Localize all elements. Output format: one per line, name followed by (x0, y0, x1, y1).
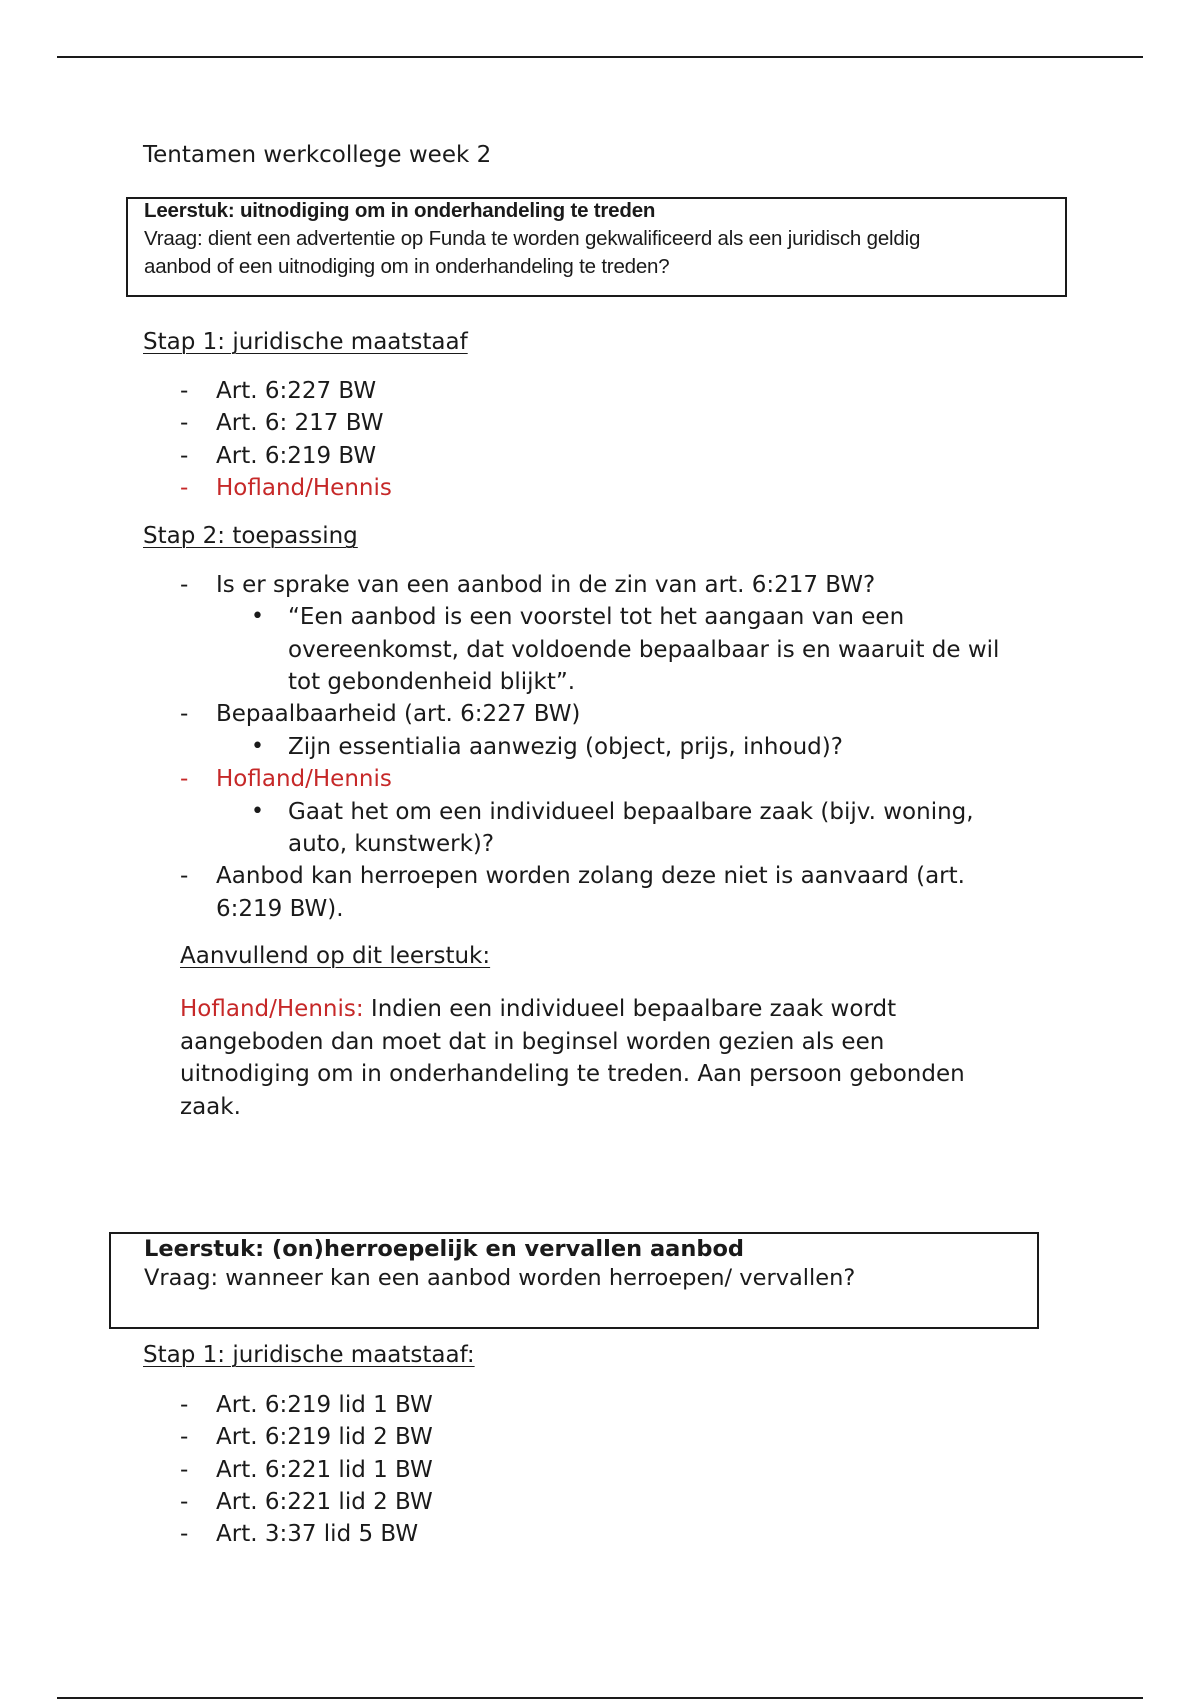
sub-item-line: tot gebondenheid blijkt”. (288, 669, 576, 695)
supplement-text: aangeboden dan moet dat in beginsel worden gezien als een (180, 1028, 885, 1055)
dash-mark: - (180, 863, 189, 889)
list-item: Art. 6:219 lid 2 BW (216, 1424, 433, 1450)
dash-mark: - (180, 1489, 189, 1515)
list-item-case: Hofland/Hennis (216, 766, 392, 792)
list-item: Art. 6:227 BW (216, 378, 377, 404)
dash-mark: - (180, 1424, 189, 1450)
supplement-text: zaak. (180, 1093, 241, 1120)
sub-item-line: Gaat het om een individueel bepaalbare zaak (bijv. woning, (288, 799, 974, 825)
dash-mark: - (180, 378, 189, 404)
footer-rule (57, 1697, 1143, 1699)
dash-mark: - (180, 410, 189, 436)
step1-heading-2: Stap 1: juridische maatstaaf: (143, 1342, 475, 1368)
dash-mark: - (180, 1392, 189, 1418)
bullet-mark: • (251, 799, 264, 824)
leerstuk-box-2 (109, 1232, 1039, 1329)
dash-mark: - (180, 766, 189, 792)
leerstuk-box-1 (126, 197, 1067, 297)
list-item-case: Hofland/Hennis (216, 475, 392, 501)
dash-mark: - (180, 1521, 189, 1547)
supplement-case-label: Hofland/Hennis: (180, 996, 364, 1022)
list-item: Art. 6:221 lid 1 BW (216, 1457, 433, 1483)
list-item: Aanbod kan herroepen worden zolang deze niet is aanvaard (art. (216, 863, 965, 889)
sub-item-line: overeenkomst, dat voldoende bepaalbaar is en waaruit de wil (288, 637, 1000, 663)
list-item: Art. 6:221 lid 2 BW (216, 1489, 433, 1515)
supplement-paragraph (180, 993, 1040, 1123)
question-line-2: aanbod of een uitnodiging om in onderhandeling te treden? (144, 255, 670, 278)
bullet-mark: • (251, 604, 264, 629)
dash-mark: - (180, 701, 189, 727)
header-rule (57, 56, 1143, 58)
dash-mark: - (180, 572, 189, 598)
dash-mark: - (180, 1457, 189, 1483)
step2-heading: Stap 2: toepassing (143, 523, 358, 549)
dash-mark: - (180, 443, 189, 469)
question-line-1: Vraag: dient een advertentie op Funda te worden gekwalificeerd als een juridisch geldig (144, 227, 921, 250)
list-item: Art. 6: 217 BW (216, 410, 384, 436)
sub-item-line: “Een aanbod is een voorstel tot het aangaan van een (288, 604, 905, 630)
leerstuk-heading-2: Leerstuk: (on)herroepelijk en vervallen aanbod (144, 1236, 745, 1262)
list-item: Art. 3:37 lid 5 BW (216, 1521, 419, 1547)
supplement-heading: Aanvullend op dit leerstuk: (180, 943, 491, 969)
step1-heading: Stap 1: juridische maatstaaf (143, 329, 468, 355)
leerstuk-heading-1: Leerstuk: uitnodiging om in onderhandeling te treden (144, 199, 656, 222)
list-item: Is er sprake van een aanbod in de zin van art. 6:217 BW? (216, 572, 876, 598)
supplement-text: Indien een individueel bepaalbare zaak wordt (363, 996, 897, 1022)
list-item: Bepaalbaarheid (art. 6:227 BW) (216, 701, 581, 727)
dash-mark: - (180, 475, 189, 501)
page-title: Tentamen werkcollege week 2 (143, 142, 492, 168)
list-item: Art. 6:219 lid 1 BW (216, 1392, 433, 1418)
bullet-mark: • (251, 734, 264, 759)
supplement-text: uitnodiging om in onderhandeling te treden. Aan persoon gebonden (180, 1061, 965, 1087)
sub-item-line: Zijn essentialia aanwezig (object, prijs, inhoud)? (288, 734, 843, 760)
sub-item-line: auto, kunstwerk)? (288, 831, 495, 857)
list-item: Art. 6:219 BW (216, 443, 377, 469)
question-line: Vraag: wanneer kan een aanbod worden herroepen/ vervallen? (144, 1265, 856, 1291)
list-item-continued: 6:219 BW). (216, 896, 344, 922)
